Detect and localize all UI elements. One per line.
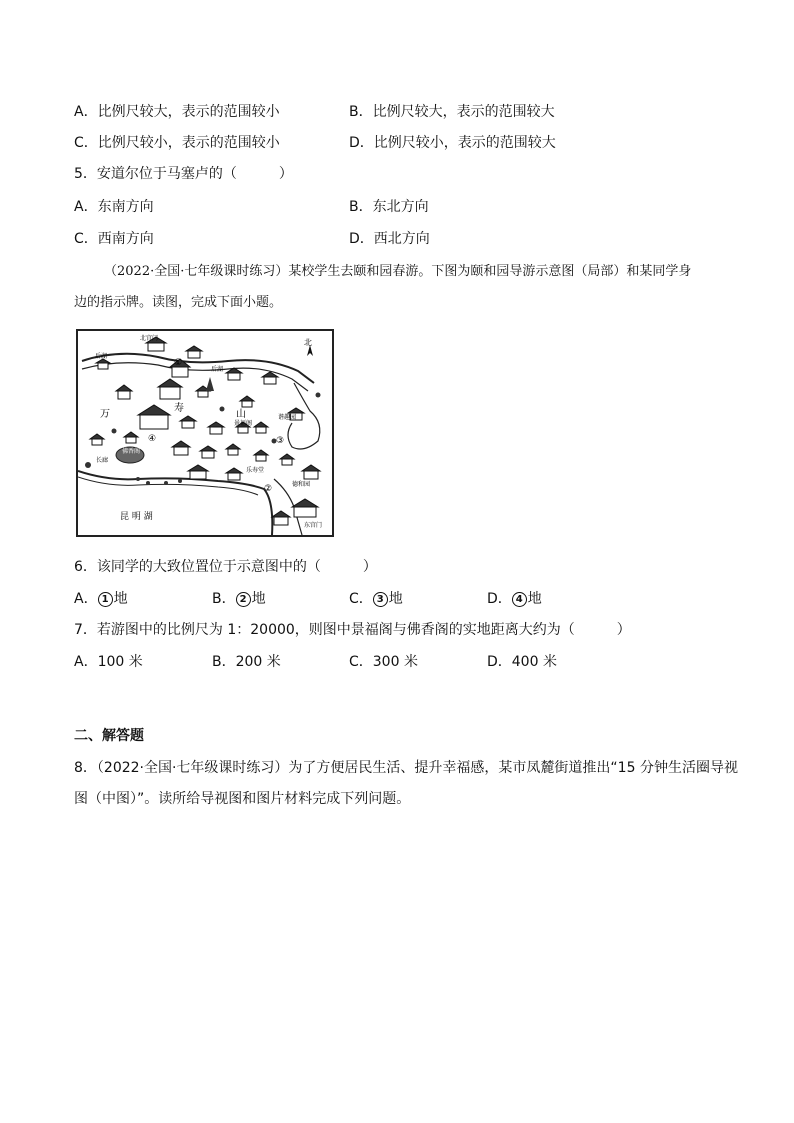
map-marker-3: ③ (276, 436, 285, 446)
q6-option-a (74, 589, 128, 609)
intro-line-2: 边的指示牌。读图，完成下面小题。 (74, 295, 283, 310)
q6-option-d-marker: 4 (512, 592, 527, 607)
map-marker-2: ② (264, 484, 273, 494)
q7-option-a: A．100 米 (74, 654, 143, 670)
q4-option-a: A．比例尺较大，表示的范围较小 (74, 104, 280, 120)
summer-palace-map (76, 329, 334, 537)
map-north-gate-label: 北宫门 (140, 335, 159, 342)
q4-option-b: B．比例尺较大，表示的范围较大 (349, 104, 555, 120)
q6-option-c-prefix: C． (349, 591, 373, 607)
map-foxiang-label: 佛香阁 (122, 448, 141, 455)
map-marker-1: ① (174, 358, 183, 368)
map-north-label: 北 (304, 338, 312, 347)
map-back-lake-left-label: 后湖 (95, 353, 108, 360)
q6-option-d-suffix: 地 (527, 591, 542, 607)
map-leshoutang-label: 乐寿堂 (246, 467, 265, 474)
q6-option-d (487, 589, 542, 609)
map-shan-label: 山 (236, 409, 246, 420)
q6-option-b-prefix: B． (212, 591, 236, 607)
intro-line-1: （2022·全国·七年级课时练习）某校学生去颐和园春游。下图为颐和园导游示意图（局部）和某同学身 (104, 264, 692, 279)
q6-option-a-suffix: 地 (113, 591, 128, 607)
q7-stem: 7．若游图中的比例尺为 1：20000，则图中景福阁与佛香阁的实地距离大约为（ ） (74, 622, 631, 638)
q6-option-c-suffix: 地 (388, 591, 403, 607)
map-jingfu-label: 景福阁 (234, 420, 253, 427)
q6-option-a-marker: 1 (98, 592, 113, 607)
q5-option-d: D．西北方向 (349, 231, 430, 247)
q6-option-b (212, 589, 266, 609)
map-kunming-label: 昆 明 湖 (120, 512, 153, 522)
q6-option-c-marker: 3 (373, 592, 388, 607)
map-shou-label: 寿 (174, 403, 184, 414)
map-wan-label: 万 (100, 409, 110, 420)
map-dehe-label: 德和园 (292, 481, 311, 488)
q5-option-a: A．东南方向 (74, 199, 154, 215)
map-back-lake-right-label: 后湖 (211, 366, 224, 373)
map-changlang-label: 长廊 (96, 457, 109, 464)
section-title: 二、解答题 (74, 728, 144, 744)
q8-line-2: 图（中图）”。读所给导视图和图片材料完成下列问题。 (74, 791, 411, 807)
q6-option-a-prefix: A． (74, 591, 98, 607)
q8-line-1: 8．（2022·全国·七年级课时练习）为了方便居民生活、提升幸福感，某市凤麓街道推出“15 分钟生活圈导视 (74, 760, 738, 776)
map-marker-4: ④ (148, 434, 157, 444)
q6-stem: 6．该同学的大致位置位于示意图中的（ ） (74, 559, 377, 575)
q4-option-c: C．比例尺较小，表示的范围较小 (74, 135, 280, 151)
q5-stem: 5．安道尔位于马塞卢的（ ） (74, 166, 293, 182)
q6-option-b-marker: 2 (236, 592, 251, 607)
q5-option-c: C．西南方向 (74, 231, 154, 247)
q6-option-d-prefix: D． (487, 591, 512, 607)
q6-option-c (349, 589, 403, 609)
q5-option-b: B．东北方向 (349, 199, 429, 215)
q7-option-d: D．400 米 (487, 654, 557, 670)
map-east-gate-label: 东宫门 (304, 522, 323, 529)
q7-option-c: C．300 米 (349, 654, 418, 670)
map-xiequ-label: 谐趣园 (278, 414, 297, 421)
q4-option-d: D．比例尺较小，表示的范围较大 (349, 135, 556, 151)
q6-option-b-suffix: 地 (251, 591, 266, 607)
q7-option-b: B．200 米 (212, 654, 281, 670)
